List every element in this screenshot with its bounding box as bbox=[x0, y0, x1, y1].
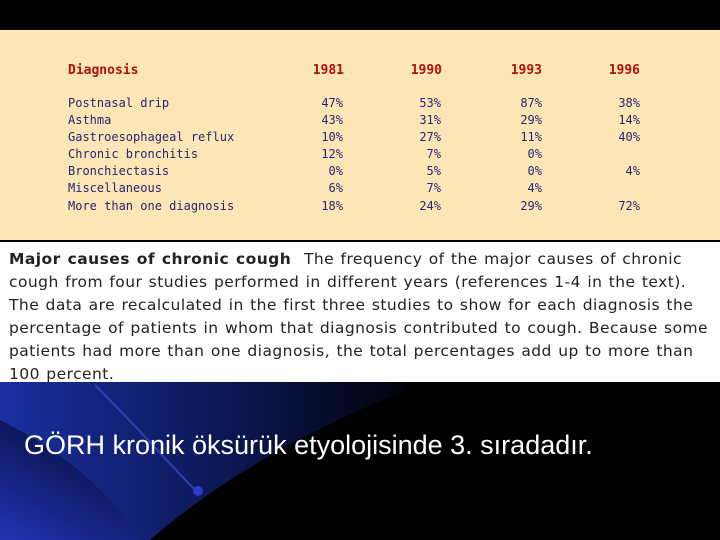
cell-1990: 53% bbox=[419, 96, 441, 110]
row-label: Gastroesophageal reflux bbox=[68, 130, 235, 144]
table-header-1981: 1981 bbox=[312, 63, 344, 78]
cell-1996: 40% bbox=[618, 130, 640, 144]
cell-1981: 6% bbox=[328, 181, 343, 195]
row-label: Chronic bronchitis bbox=[68, 147, 199, 161]
caption-title: Major causes of chronic cough bbox=[9, 250, 292, 268]
bullet-dot bbox=[193, 486, 203, 496]
cell-1996: 14% bbox=[618, 113, 640, 127]
table-header-1993: 1993 bbox=[510, 63, 542, 78]
cell-1993: 87% bbox=[520, 96, 542, 110]
cell-1981: 10% bbox=[321, 130, 343, 144]
cell-1990: 27% bbox=[419, 130, 441, 144]
cell-1993: 0% bbox=[527, 147, 542, 161]
cell-1993: 11% bbox=[520, 130, 542, 144]
row-label: Miscellaneous bbox=[68, 181, 162, 195]
table-header-diagnosis: Diagnosis bbox=[68, 63, 139, 78]
row-label: Bronchiectasis bbox=[68, 164, 170, 178]
table-header-1990: 1990 bbox=[410, 63, 442, 78]
cell-1981: 0% bbox=[328, 164, 343, 178]
cell-1996: 38% bbox=[618, 96, 640, 110]
row-label: More than one diagnosis bbox=[68, 199, 235, 213]
cell-1990: 7% bbox=[426, 147, 441, 161]
table-caption-panel bbox=[0, 242, 720, 382]
cell-1990: 31% bbox=[419, 113, 441, 127]
cell-1996: 4% bbox=[625, 164, 640, 178]
table-caption bbox=[9, 248, 709, 386]
cell-1993: 29% bbox=[520, 113, 542, 127]
row-label: Asthma bbox=[68, 113, 112, 127]
cell-1981: 12% bbox=[321, 147, 343, 161]
row-label: Postnasal drip bbox=[68, 96, 170, 110]
caption-text: The frequency of the major causes of chronic cough from four studies performed in different years (references 1-4 in the text). The data are recalculated in the first three studies to show for each diagnosis the percentage of patients in whom that diagnosis contributed to cough. Because some patients had more than one diagnosis, the total percentages add up to more than 100 percent. bbox=[9, 250, 709, 383]
diagnosis-table bbox=[0, 30, 720, 240]
cell-1981: 18% bbox=[321, 199, 343, 213]
cell-1990: 7% bbox=[426, 181, 441, 195]
cell-1990: 5% bbox=[426, 164, 441, 178]
cell-1990: 24% bbox=[419, 199, 441, 213]
cell-1996: 72% bbox=[618, 199, 640, 213]
table-header-1996: 1996 bbox=[608, 63, 640, 78]
cell-1981: 43% bbox=[321, 113, 343, 127]
cell-1993: 29% bbox=[520, 199, 542, 213]
cell-1981: 47% bbox=[321, 96, 343, 110]
bullet-text: GÖRH kronik öksürük etyolojisinde 3. sıradadır. bbox=[24, 430, 593, 460]
cell-1993: 4% bbox=[527, 181, 542, 195]
cell-1993: 0% bbox=[527, 164, 542, 178]
